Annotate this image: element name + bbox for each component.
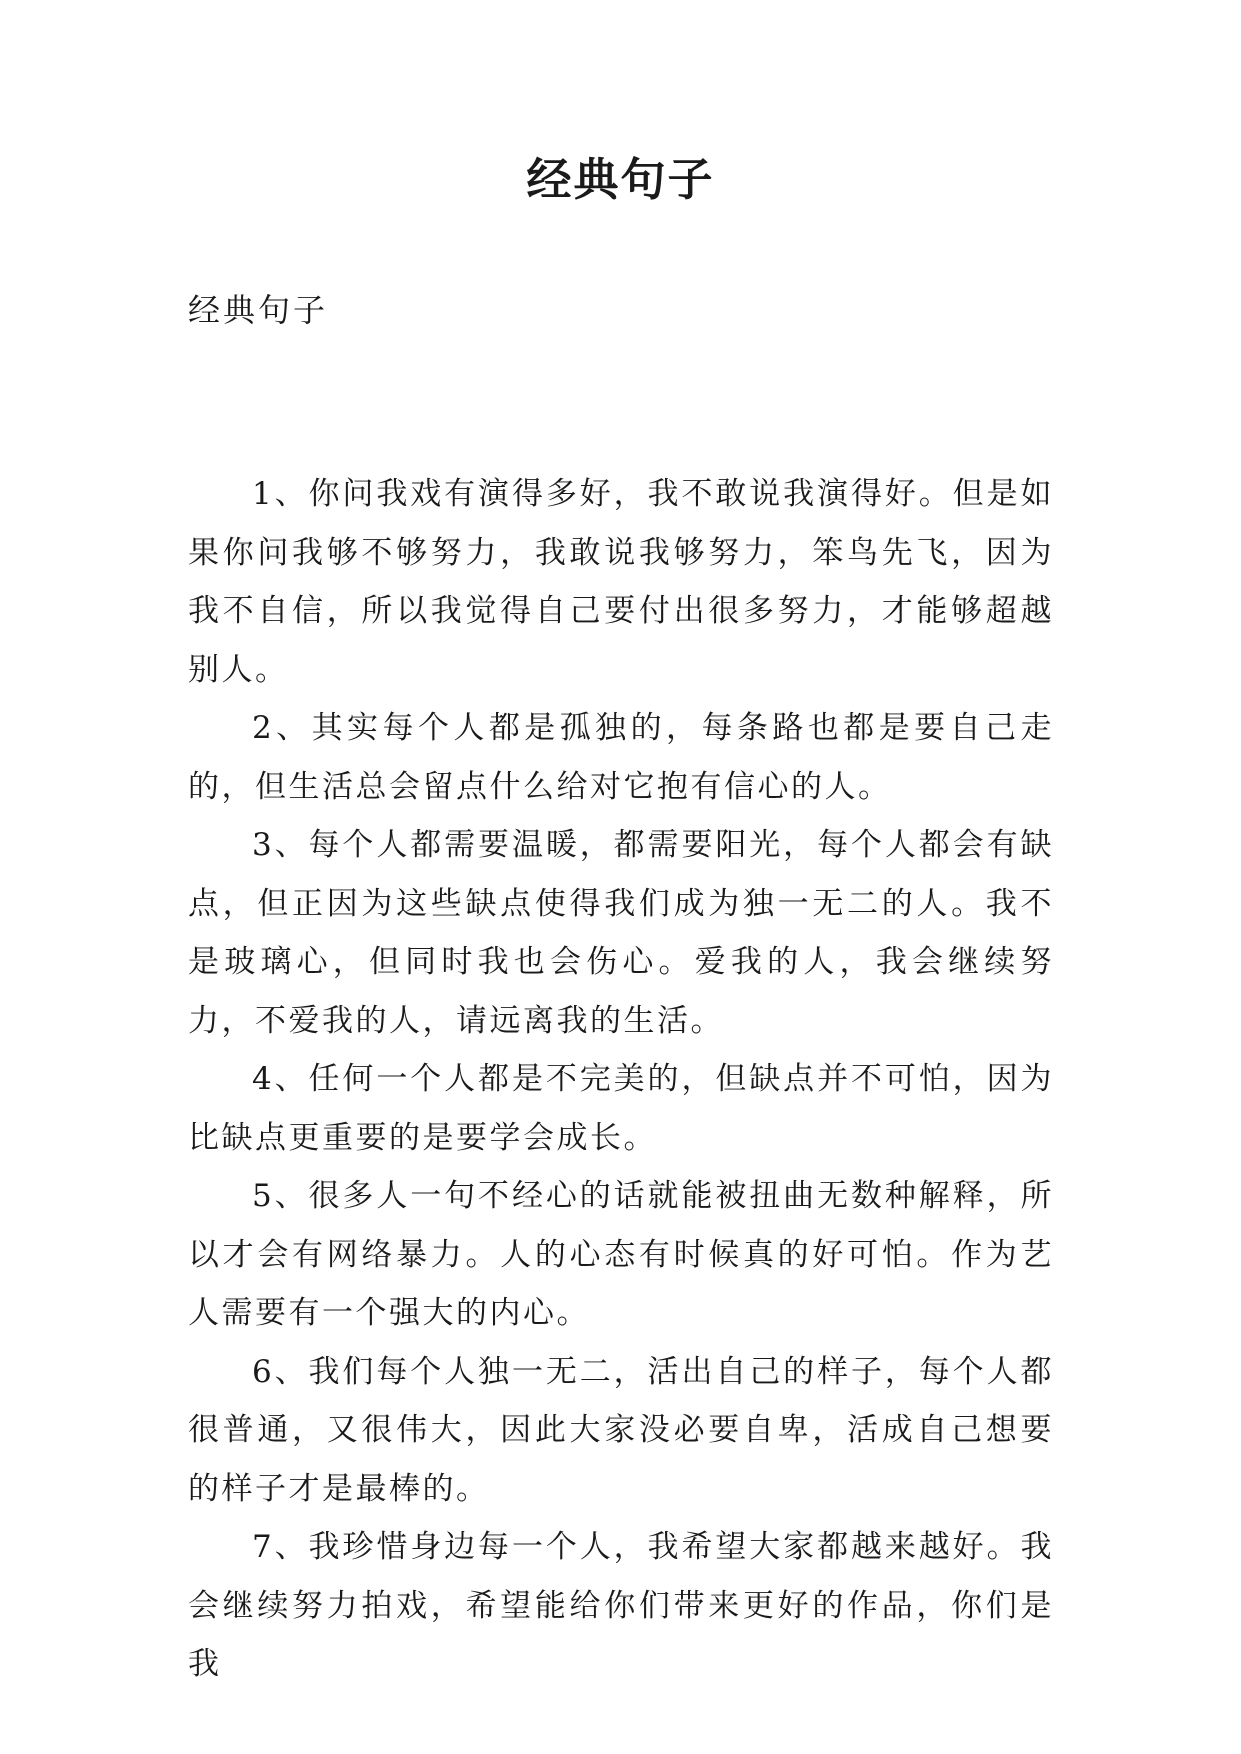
document-subtitle: 经典句子 (188, 291, 329, 329)
document-body (188, 465, 1054, 1694)
quote-paragraph-1: 1、你问我戏有演得多好，我不敢说我演得好。但是如果你问我够不够努力，我敢说我够努力，笨鸟先飞，因为我不自信，所以我觉得自己要付出很多努力，才能够超越别人。 (188, 476, 1054, 688)
quote-paragraph-4: 4、任何一个人都是不完美的，但缺点并不可怕，因为比缺点更重要的是要学会成长。 (188, 1061, 1054, 1156)
quote-paragraph-3: 3、每个人都需要温暖，都需要阳光，每个人都会有缺点，但正因为这些缺点使得我们成为独一无二的人。我不是玻璃心，但同时我也会伤心。爱我的人，我会继续努力，不爱我的人，请远离我的生活。 (188, 827, 1054, 1039)
document-title: 经典句子 (526, 153, 715, 206)
quote-paragraph-5: 5、很多人一句不经心的话就能被扭曲无数种解释，所以才会有网络暴力。人的心态有时候真的好可怕。作为艺人需要有一个强大的内心。 (188, 1178, 1054, 1331)
quote-paragraph-7: 7、我珍惜身边每一个人，我希望大家都越来越好。我会继续努力拍戏，希望能给你们带来更好的作品，你们是我 (188, 1529, 1054, 1682)
quote-paragraph-6: 6、我们每个人独一无二，活出自己的样子，每个人都很普通，又很伟大，因此大家没必要自卑，活成自己想要的样子才是最棒的。 (188, 1353, 1054, 1507)
quote-paragraph-2: 2、其实每个人都是孤独的，每条路也都是要自己走的，但生活总会留点什么给对它抱有信心的人。 (188, 710, 1054, 805)
